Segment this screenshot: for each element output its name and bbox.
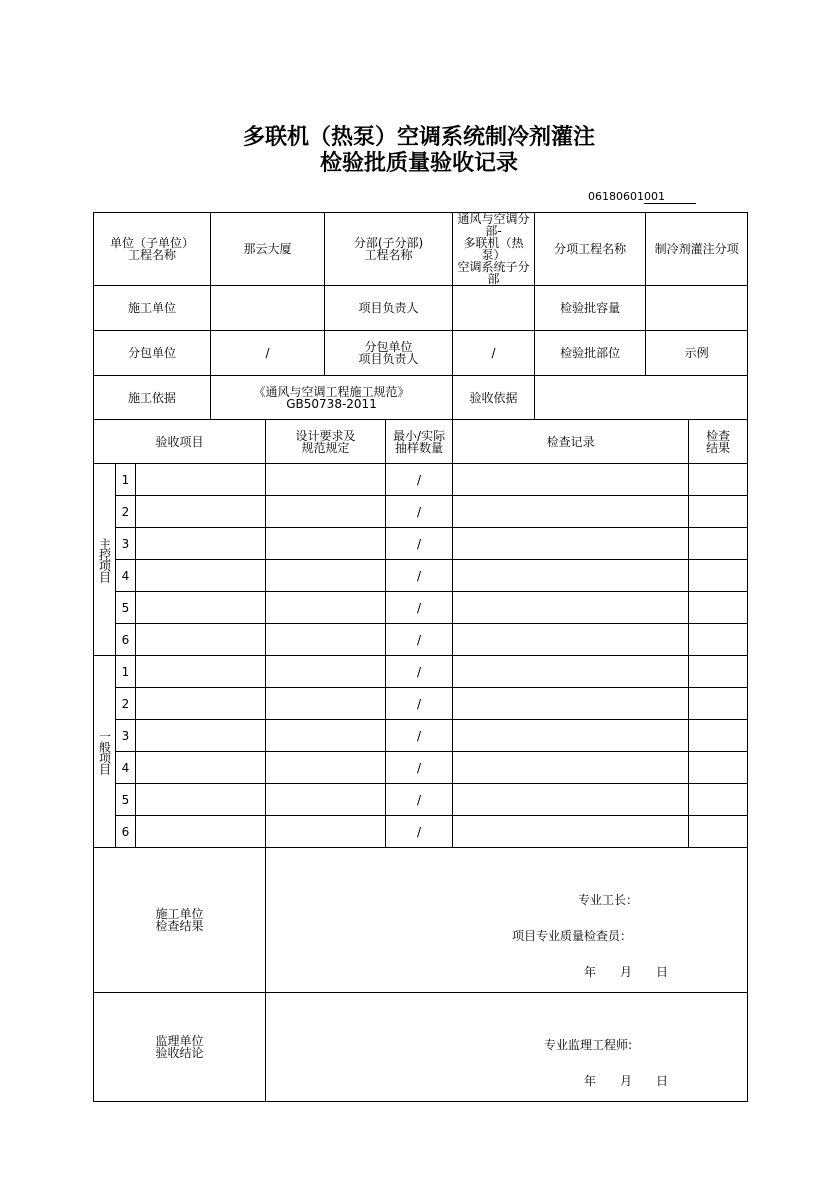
design-cell [266, 816, 386, 848]
record-cell [453, 720, 689, 752]
result-cell [689, 720, 748, 752]
result-cell [689, 752, 748, 784]
row-number: 3 [116, 528, 136, 560]
subcontractor-value: / [211, 331, 325, 376]
foreman-label: 专业工长： [578, 893, 639, 907]
design-cell [266, 560, 386, 592]
record-cell [453, 784, 689, 816]
row-number: 6 [116, 624, 136, 656]
division-name-value: 通风与空调分部- 多联机（热泵） 空调系统子分部 [453, 213, 535, 286]
item-cell [136, 816, 266, 848]
row-number: 4 [116, 752, 136, 784]
form-code [588, 190, 696, 204]
unit-name-label: 单位（子单位） 工程名称 [94, 213, 211, 286]
qc-inspector-label: 项目专业质量检查员： [512, 929, 633, 943]
acceptance-basis-value [535, 376, 748, 420]
result-cell [689, 560, 748, 592]
row-number: 1 [116, 656, 136, 688]
sample-cell: / [386, 528, 453, 560]
contractor-value [211, 286, 325, 331]
item-cell [136, 624, 266, 656]
record-cell [453, 464, 689, 496]
design-cell [266, 592, 386, 624]
sample-cell: / [386, 496, 453, 528]
col-result-header: 检查 结果 [689, 420, 748, 464]
record-cell [453, 656, 689, 688]
design-cell [266, 752, 386, 784]
subitem-name-value: 制冷剂灌注分项 [646, 213, 748, 286]
general-items-label: 一般项目 [94, 656, 116, 848]
result-cell [689, 656, 748, 688]
result-cell [689, 816, 748, 848]
subitem-name-label: 分项工程名称 [535, 213, 646, 286]
design-cell [266, 720, 386, 752]
supervisor-signature-area [266, 993, 748, 1102]
supervisor-engineer-label: 专业监理工程师: [544, 1038, 633, 1052]
code-suffix: 001 [644, 190, 696, 204]
batch-location-value: 示例 [646, 331, 748, 376]
col-sample-header: 最小/实际 抽样数量 [386, 420, 453, 464]
row-number: 2 [116, 496, 136, 528]
record-cell [453, 752, 689, 784]
sub-pm-value: / [453, 331, 535, 376]
col-item-header: 验收项目 [94, 420, 266, 464]
item-cell [136, 752, 266, 784]
date-line: 年 月 日 [584, 965, 669, 979]
item-cell [136, 720, 266, 752]
col-design-header: 设计要求及 规范规定 [266, 420, 386, 464]
sample-cell: / [386, 688, 453, 720]
construction-basis-label: 施工依据 [94, 376, 211, 420]
row-number: 1 [116, 464, 136, 496]
result-cell [689, 688, 748, 720]
item-cell [136, 464, 266, 496]
acceptance-basis-label: 验收依据 [453, 376, 535, 420]
sample-cell: / [386, 464, 453, 496]
form-title-line2: 检验批质量验收记录 [319, 150, 518, 176]
code-number: 06180601 [588, 190, 644, 203]
item-cell [136, 592, 266, 624]
item-cell [136, 656, 266, 688]
batch-capacity-value [646, 286, 748, 331]
sample-cell: / [386, 560, 453, 592]
col-record-header: 检查记录 [453, 420, 689, 464]
result-cell [689, 464, 748, 496]
main-control-label: 主控项目 [94, 464, 116, 656]
sample-cell: / [386, 624, 453, 656]
design-cell [266, 528, 386, 560]
result-cell [689, 784, 748, 816]
sample-cell: / [386, 656, 453, 688]
supervisor-result-label: 监理单位 验收结论 [94, 993, 266, 1102]
batch-capacity-label: 检验批容量 [535, 286, 646, 331]
sample-cell: / [386, 720, 453, 752]
row-number: 5 [116, 784, 136, 816]
sample-cell: / [386, 592, 453, 624]
project-manager-value [453, 286, 535, 331]
date-line-2: 年 月 日 [584, 1074, 669, 1088]
sample-cell: / [386, 784, 453, 816]
record-cell [453, 528, 689, 560]
sub-pm-label: 分包单位 项目负责人 [325, 331, 453, 376]
result-cell [689, 624, 748, 656]
item-cell [136, 528, 266, 560]
project-manager-label: 项目负责人 [325, 286, 453, 331]
construction-basis-value: 《通风与空调工程施工规范》 GB50738-2011 [211, 376, 453, 420]
record-cell [453, 816, 689, 848]
contractor-label: 施工单位 [94, 286, 211, 331]
sample-cell: / [386, 816, 453, 848]
row-number: 6 [116, 816, 136, 848]
row-number: 3 [116, 720, 136, 752]
record-cell [453, 592, 689, 624]
row-number: 5 [116, 592, 136, 624]
item-cell [136, 784, 266, 816]
result-cell [689, 528, 748, 560]
item-cell [136, 560, 266, 592]
design-cell [266, 464, 386, 496]
batch-location-label: 检验批部位 [535, 331, 646, 376]
record-cell [453, 560, 689, 592]
contractor-result-label: 施工单位 检查结果 [94, 848, 266, 993]
result-cell [689, 592, 748, 624]
division-name-label: 分部(子分部) 工程名称 [325, 213, 453, 286]
sample-cell: / [386, 752, 453, 784]
row-number: 4 [116, 560, 136, 592]
form-title-line1: 多联机（热泵）空调系统制冷剂灌注 [242, 124, 595, 150]
record-cell [453, 496, 689, 528]
contractor-signature-area [266, 848, 748, 993]
result-cell [689, 496, 748, 528]
design-cell [266, 784, 386, 816]
subcontractor-label: 分包单位 [94, 331, 211, 376]
design-cell [266, 688, 386, 720]
unit-name-value: 那云大厦 [211, 213, 325, 286]
design-cell [266, 496, 386, 528]
design-cell [266, 624, 386, 656]
acceptance-table [93, 212, 748, 1102]
item-cell [136, 688, 266, 720]
row-number: 2 [116, 688, 136, 720]
design-cell [266, 656, 386, 688]
item-cell [136, 496, 266, 528]
record-cell [453, 624, 689, 656]
record-cell [453, 688, 689, 720]
